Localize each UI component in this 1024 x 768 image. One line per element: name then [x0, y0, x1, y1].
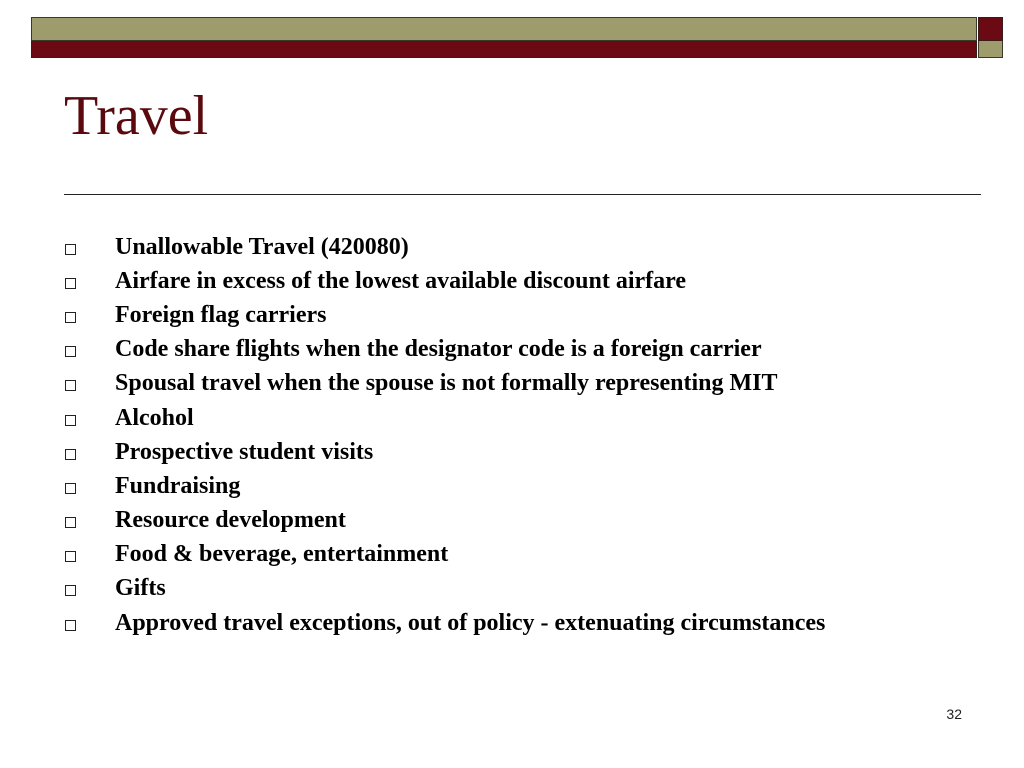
bullet-text: Spousal travel when the spouse is not formally representing MIT	[115, 370, 778, 397]
bullet-text: Unallowable Travel (420080)	[115, 233, 409, 260]
header-band-maroon	[31, 41, 977, 58]
bullet-text: Prospective student visits	[115, 438, 374, 465]
hollow-square-icon	[65, 551, 76, 562]
hollow-square-icon	[65, 244, 76, 255]
bullet-item	[64, 264, 825, 298]
corner-square-olive	[978, 41, 1003, 58]
corner-square-maroon	[978, 17, 1003, 41]
bullet-item	[64, 572, 825, 606]
hollow-square-icon	[65, 312, 76, 323]
bullet-text: Approved travel exceptions, out of policy - extenuating circumstances	[115, 609, 826, 636]
bullet-text: Airfare in excess of the lowest available discount airfare	[115, 267, 687, 294]
hollow-square-icon	[65, 346, 76, 357]
bullet-text: Alcohol	[115, 404, 194, 431]
bullet-item	[64, 606, 825, 640]
hollow-square-icon	[65, 415, 76, 426]
bullet-text: Code share flights when the designator code is a foreign carrier	[115, 336, 762, 363]
bullet-item	[64, 538, 825, 572]
hollow-square-icon	[65, 517, 76, 528]
bullet-text: Foreign flag carriers	[115, 301, 327, 328]
slide-title: Travel	[64, 85, 209, 147]
page-number: 32	[946, 706, 962, 722]
bullet-item	[64, 367, 825, 401]
hollow-square-icon	[65, 620, 76, 631]
bullet-item	[64, 230, 825, 264]
bullet-item	[64, 504, 825, 538]
bullet-text: Resource development	[115, 507, 346, 534]
bullet-list	[64, 230, 825, 640]
hollow-square-icon	[65, 380, 76, 391]
hollow-square-icon	[65, 483, 76, 494]
hollow-square-icon	[65, 585, 76, 596]
bullet-item	[64, 333, 825, 367]
header-band-olive	[31, 17, 977, 41]
bullet-text: Fundraising	[115, 472, 241, 499]
bullet-item	[64, 435, 825, 469]
bullet-item	[64, 401, 825, 435]
bullet-text: Gifts	[115, 575, 166, 602]
hollow-square-icon	[65, 449, 76, 460]
hollow-square-icon	[65, 278, 76, 289]
bullet-item	[64, 298, 825, 332]
bullet-text: Food & beverage, entertainment	[115, 541, 449, 568]
bullet-item	[64, 469, 825, 503]
title-divider	[64, 194, 981, 195]
